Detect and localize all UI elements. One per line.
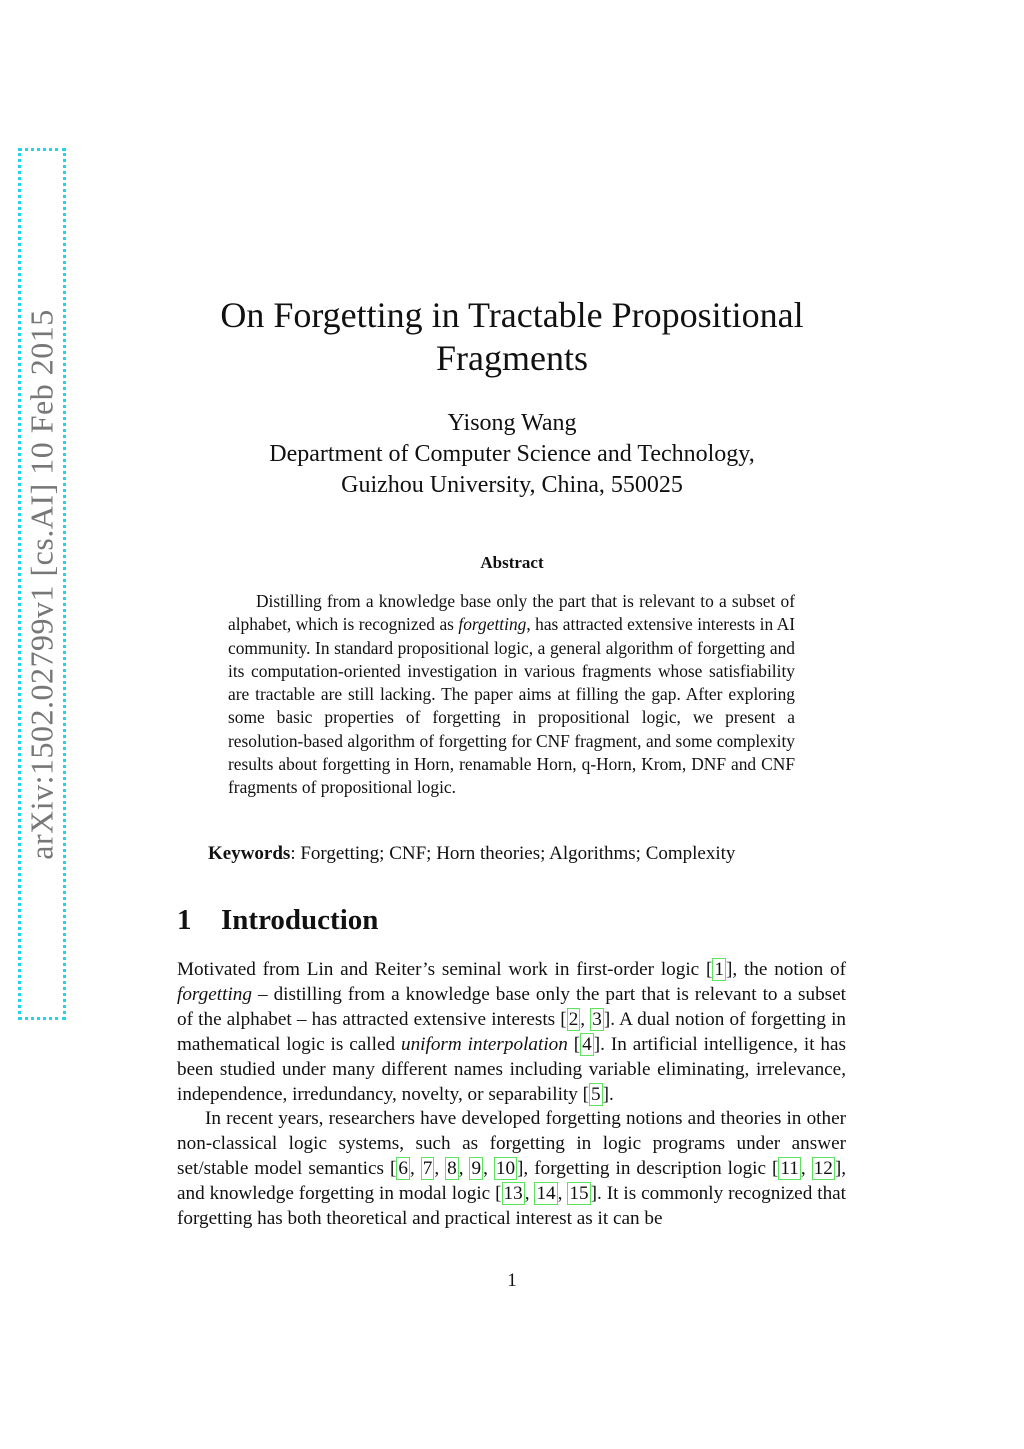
keywords-list: : Forgetting; CNF; Horn theories; Algorithms; Complexity — [290, 843, 736, 864]
citation-link[interactable]: 5 — [591, 1083, 601, 1105]
emphasis: forgetting — [177, 983, 252, 1005]
text-run: ]. A dual notion of forgetting in mathematical logic is called — [177, 1008, 847, 1055]
text-run: ], and knowledge forgetting in modal logic [ — [177, 1158, 847, 1205]
paragraph-2 — [177, 1107, 846, 1232]
arxiv-identifier: arXiv:1502.02799v1 [cs.AI] 10 Feb 2015 — [23, 308, 60, 860]
citation-link[interactable]: 3 — [592, 1008, 602, 1030]
separator: , — [434, 1158, 446, 1180]
text-run: In recent years, researchers have developed forgetting notions and theories in other non-classical logic systems, such as forgetting in logic programs under answer set/stable model semantics [ — [177, 1108, 846, 1180]
citation-link[interactable]: 12 — [813, 1158, 833, 1180]
section-number: 1 — [177, 904, 192, 936]
text-run: Motivated from Lin and Reiter’s seminal work in first-order logic [ — [177, 959, 713, 980]
citation-link[interactable]: 15 — [569, 1183, 589, 1205]
text-run: ], forgetting in description logic [ — [517, 1158, 779, 1180]
text-run: – distilling from a knowledge base only the part that is relevant to a subset of the alphabet – has attracted extensive interests [ — [177, 983, 846, 1030]
abstract-heading: Abstract — [480, 553, 544, 572]
arxiv-stamp — [18, 148, 66, 1020]
separator: , — [458, 1158, 470, 1180]
citation-link[interactable]: 8 — [447, 1158, 457, 1180]
title-line-2: Fragments — [436, 338, 588, 378]
abstract-emphasis: forgetting — [458, 614, 527, 635]
abstract-text-part: Distilling from a knowledge base only the part that is relevant to a subset of alphabet, which is recognized as — [228, 591, 795, 635]
separator: , — [483, 1158, 494, 1180]
body-text — [177, 958, 846, 1232]
citation-link[interactable]: 4 — [582, 1033, 592, 1055]
citation-link[interactable]: 1 — [714, 959, 724, 980]
keywords-line — [208, 842, 828, 866]
citation-link[interactable]: 7 — [422, 1158, 433, 1180]
author-block — [0, 408, 1024, 501]
citation-link[interactable]: 2 — [568, 1008, 579, 1030]
citation-link[interactable]: 9 — [471, 1158, 482, 1180]
text-run: [ — [567, 1033, 581, 1055]
separator: , — [800, 1158, 812, 1180]
abstract-text-part: , has attracted extensive interests in AI community. In standard propositional logic, a general algorithm of forgetting and its computation-oriented investigation in various fragments whose satisfiability are tractable are still lacking. The paper aims at filling the gap. After exploring some basic properties of forgetting in propositional logic, we present a resolution-based algorithm of forgetting for CNF fragment, and some complexity results about forgetting in Horn, renamable Horn, q-Horn, Krom, DNF and CNF fragments of propositional logic. — [228, 614, 795, 798]
affiliation-line-2: Guizhou University, China, 550025 — [341, 472, 683, 498]
separator: , — [557, 1183, 568, 1205]
section-heading — [177, 904, 378, 937]
author-name: Yisong Wang — [447, 410, 577, 436]
text-run: ], the notion of — [725, 959, 847, 980]
text-run: , — [580, 1008, 591, 1030]
citation-link[interactable]: 6 — [398, 1158, 408, 1180]
emphasis: uniform interpolation — [400, 1033, 568, 1055]
citation-link[interactable]: 13 — [503, 1183, 523, 1205]
paper-title — [0, 294, 1024, 380]
page-number: 1 — [507, 1270, 517, 1291]
citation-link[interactable]: 10 — [495, 1158, 516, 1180]
paragraph-1 — [177, 958, 846, 1107]
section-title: Introduction — [221, 904, 379, 936]
separator: , — [409, 1158, 421, 1180]
text-run: ]. It is commonly recognized that forgetting has both theoretical and practical interest as it can be — [177, 1183, 847, 1230]
affiliation-line-1: Department of Computer Science and Technology, — [269, 441, 755, 467]
keywords-label: Keywords — [208, 843, 291, 864]
abstract-text — [228, 590, 795, 800]
text-run: ]. In artificial intelligence, it has been studied under many different names including variable eliminating, irrelevance, independence, irredundancy, novelty, or separability [ — [177, 1033, 847, 1105]
citation-link[interactable]: 14 — [536, 1183, 556, 1205]
citation-link[interactable]: 11 — [780, 1158, 799, 1180]
title-line-1: On Forgetting in Tractable Propositional — [220, 295, 804, 335]
separator: , — [524, 1183, 535, 1205]
text-run: ]. — [602, 1083, 614, 1105]
